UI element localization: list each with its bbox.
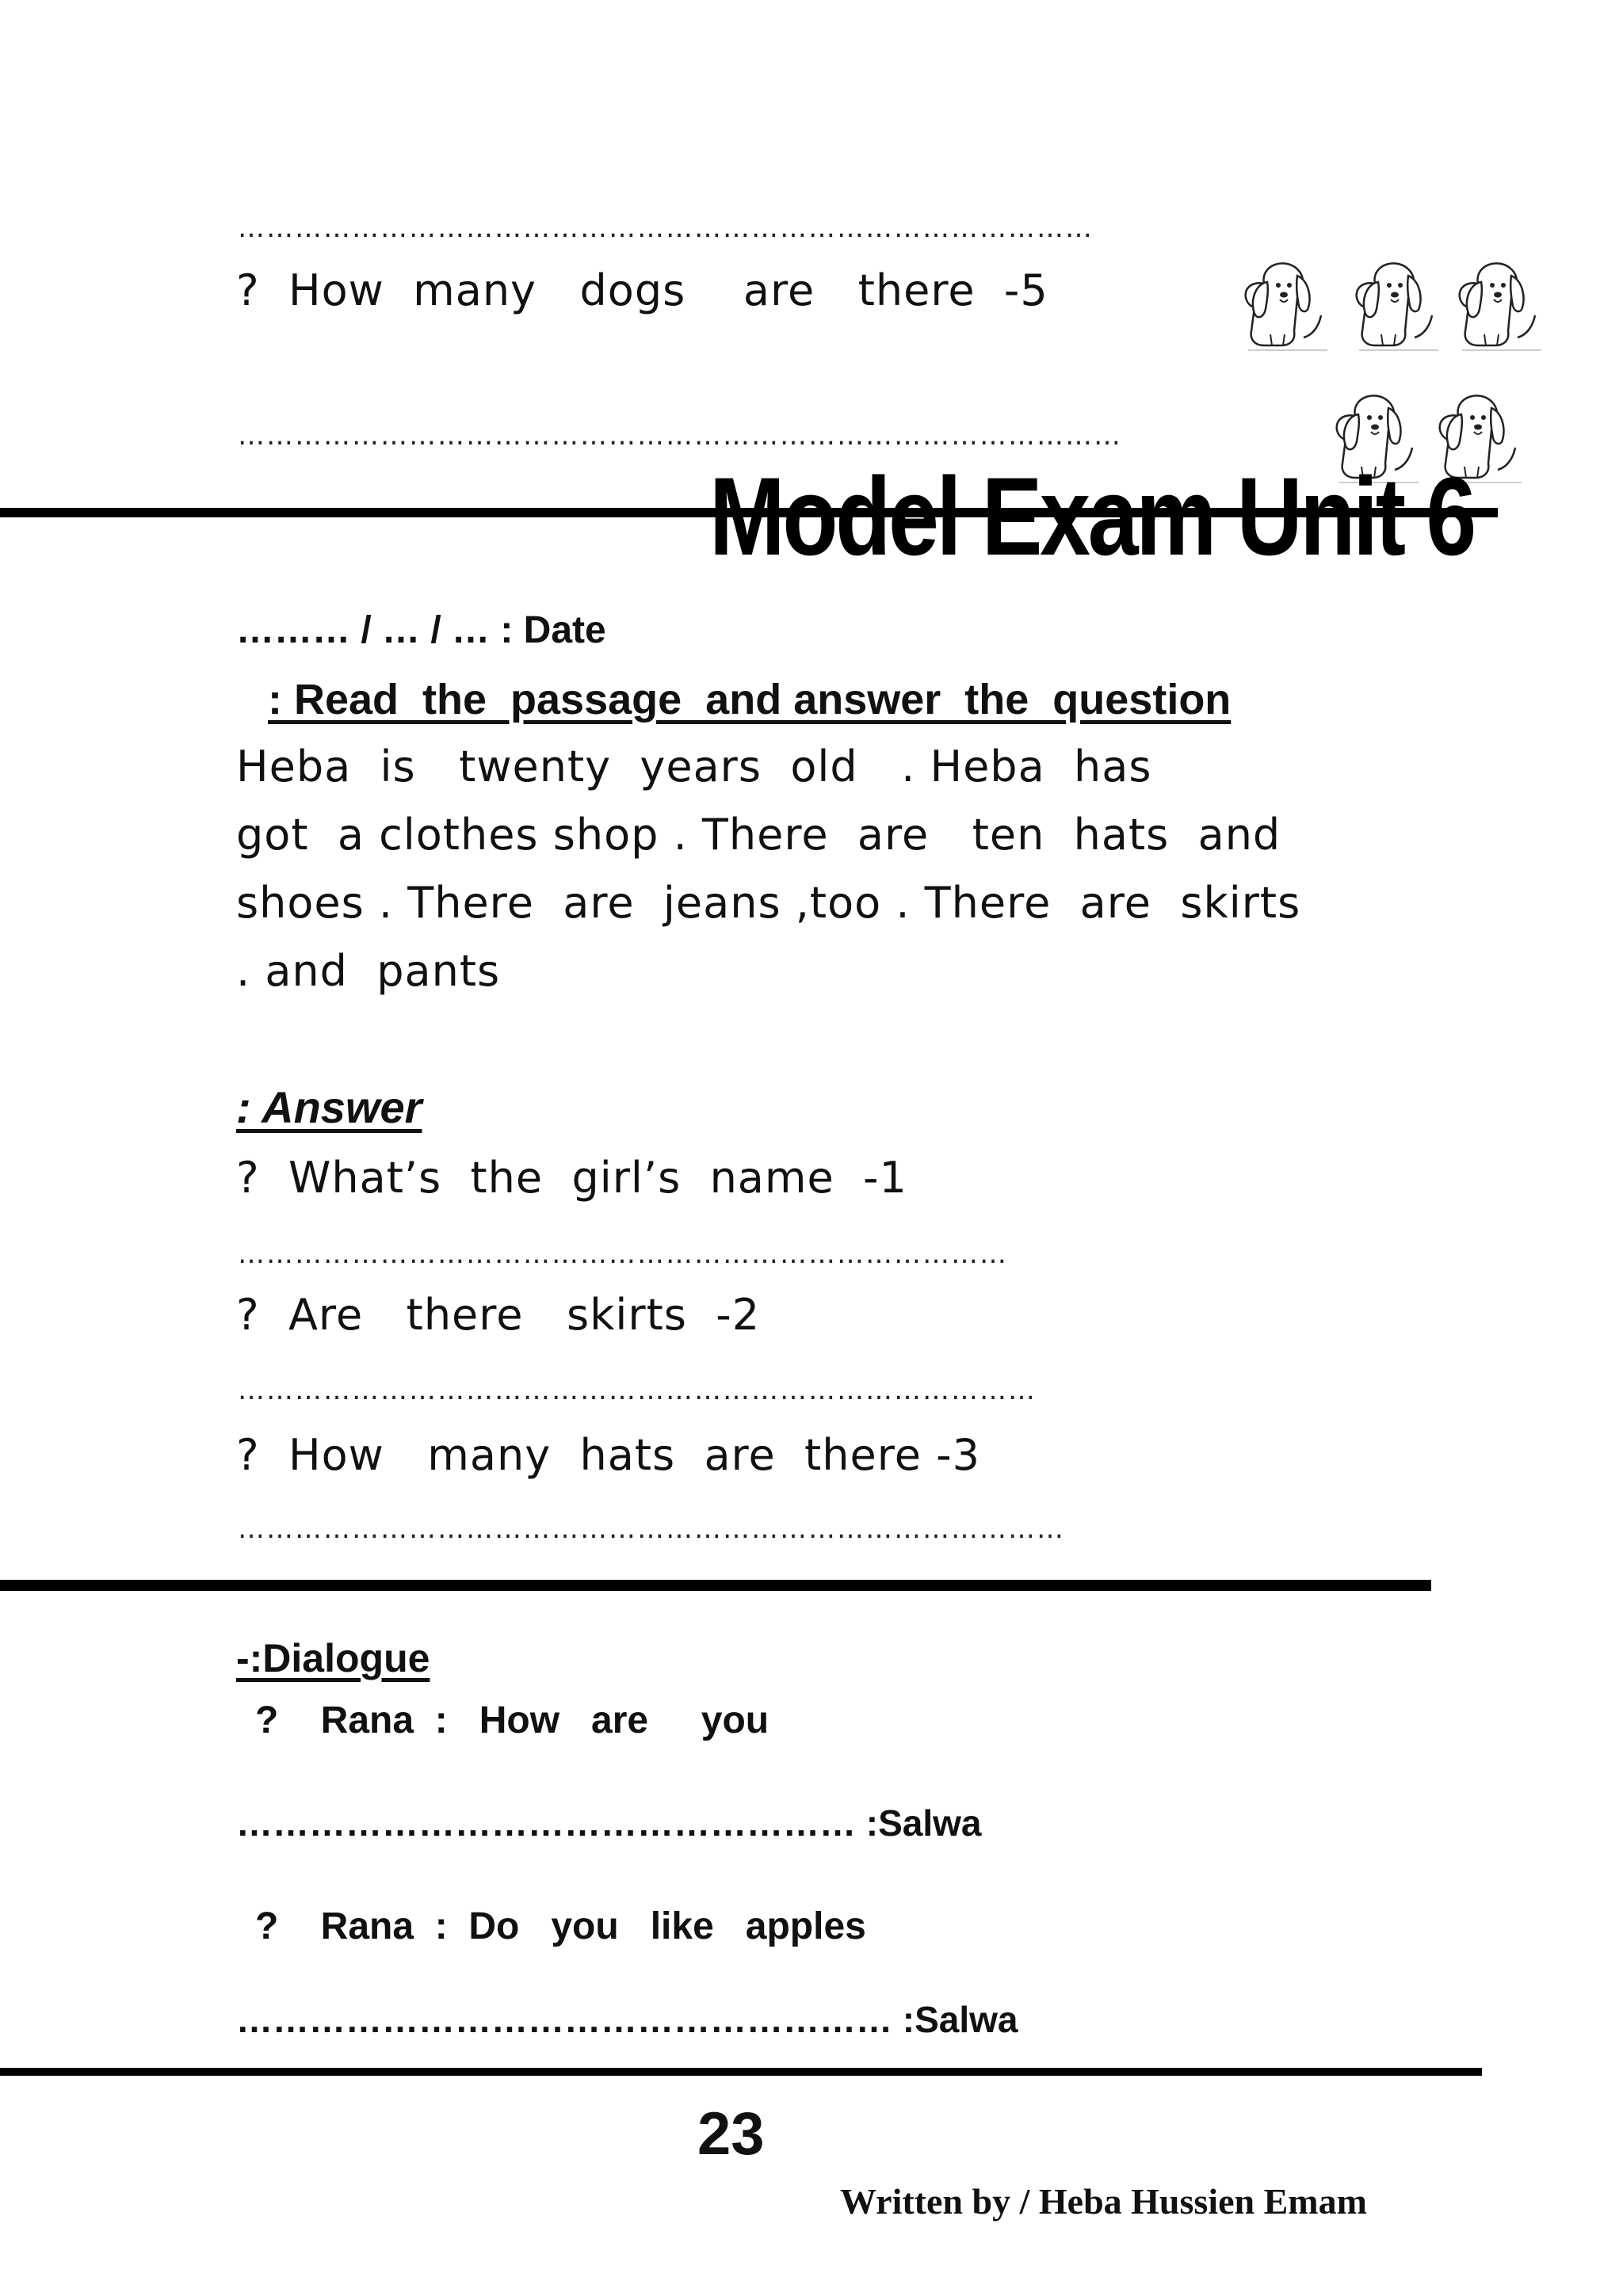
answer-dots-line: ……………………………………………………………………… — [238, 1238, 1008, 1270]
question-3: ? How many hats are there -3 — [236, 1430, 980, 1480]
dialogue-line-rana: ? Rana : How are you — [255, 1699, 769, 1741]
answer-dots-line: ………………………………………………………………………………… — [238, 420, 1122, 452]
passage-line: Heba is twenty years old . Heba has — [236, 742, 1152, 791]
date-line: ……… / … / … : Date — [236, 609, 606, 651]
section-divider — [0, 1580, 1431, 1591]
dialogue-line-rana: ? Rana : Do you like apples — [255, 1905, 866, 1947]
question-2: ? Are there skirts -2 — [236, 1290, 761, 1340]
dog-icon — [1446, 252, 1549, 355]
passage-line: shoes . There are jeans ,too . There are skirts — [236, 878, 1301, 928]
dialogue-reply-salwa: ……………………………………………… :Salwa — [236, 1999, 1018, 2040]
footer-divider — [0, 2068, 1482, 2076]
passage-line: . and pants — [236, 946, 501, 996]
dialogue-reply-salwa: …………………………………………… :Salwa — [236, 1802, 982, 1844]
page-number: 23 — [697, 2100, 765, 2168]
author-credit: Written by / Heba Hussien Emam — [840, 2181, 1367, 2222]
reading-instruction: : Read the passage and answer the question — [268, 676, 1232, 723]
page-title: Model Exam Unit 6 — [709, 454, 1474, 578]
answer-dots-line: ………………………………………………………………………… — [238, 1375, 1037, 1406]
passage-line: got a clothes shop . There are ten hats and — [236, 810, 1281, 860]
dialogue-heading: -:Dialogue — [236, 1636, 430, 1680]
question-5: ? How many dogs are there -5 — [236, 265, 1048, 315]
answer-dots-line: …………………………………………………………………………… — [238, 1513, 1065, 1545]
dog-icon — [1343, 252, 1446, 355]
dog-icon — [1232, 252, 1335, 355]
answer-dots-line: ……………………………………………………………………………… — [238, 212, 1094, 244]
answer-heading: : Answer — [236, 1082, 422, 1132]
question-1: ? What’s the girl’s name -1 — [236, 1153, 907, 1203]
